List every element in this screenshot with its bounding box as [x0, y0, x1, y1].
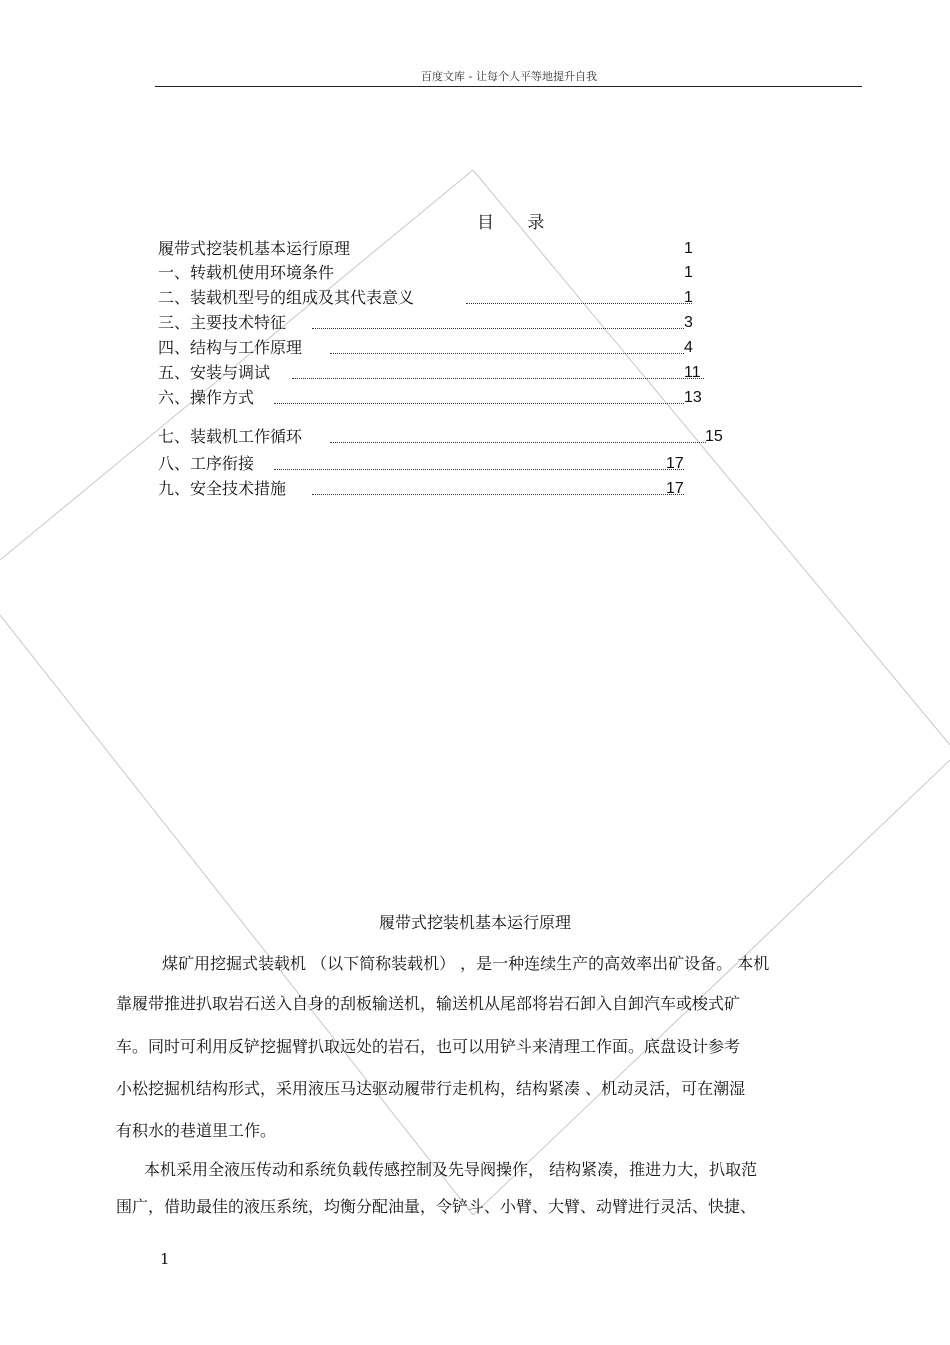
toc-leader-dots	[274, 403, 684, 404]
body-line: 小松挖掘机结构形式，采用液压马达驱动履带行走机构，结构紧凑 、机动灵活，可在潮湿	[116, 1079, 746, 1098]
toc-entry-page: 15	[705, 428, 723, 445]
toc-entry-label: 一、转载机使用环境条件	[158, 263, 335, 282]
toc-leader-dots	[292, 378, 704, 379]
toc-leader-dots	[466, 303, 692, 304]
toc-entry-page: 17	[666, 455, 684, 472]
header-text: 百度文库 - 让每个人平等地提升自我	[421, 70, 597, 83]
toc-entry-label: 三、主要技术特征	[158, 313, 287, 332]
toc-leader-dots	[274, 469, 684, 470]
toc-entry-label: 七、装载机工作循环	[158, 427, 303, 446]
body-line: 本机采用全液压传动和系统负载传感控制及先导阀操作， 结构紧凑，推进力大，扒取范	[144, 1160, 758, 1179]
body-line: 围广，借助最佳的液压系统，均衡分配油量，令铲斗、小臂、大臂、动臂进行灵活、快捷、	[116, 1197, 757, 1216]
toc-leader-dots	[330, 353, 684, 354]
page-number: 1	[160, 1250, 170, 1268]
body-line: 煤矿用挖掘式装载机 （以下简称装载机） ，是一种连续生产的高效率出矿设备。 本机	[162, 954, 770, 973]
header-rule	[155, 86, 862, 87]
toc-entry-label: 六、操作方式	[158, 388, 255, 407]
toc-entry-page: 1	[684, 240, 693, 257]
toc-entry-label: 履带式挖装机基本运行原理	[158, 239, 351, 258]
toc-entry-label: 九、安全技术措施	[158, 479, 287, 498]
toc-entry-page: 11	[684, 364, 701, 381]
toc-entry-page: 17	[666, 480, 684, 497]
toc-entry-page: 3	[684, 314, 693, 331]
body-line: 有积水的巷道里工作。	[116, 1121, 277, 1140]
toc-title: 目 录	[477, 213, 559, 233]
toc-entry-label: 八、工序衔接	[158, 454, 255, 473]
toc-entry-label: 二、装载机型号的组成及其代表意义	[158, 288, 415, 307]
toc-leader-dots	[312, 494, 684, 495]
body-line: 车。同时可利用反铲挖掘臂扒取远处的岩石，也可以用铲斗来清理工作面。底盘设计参考	[116, 1037, 741, 1056]
body-line: 靠履带推进扒取岩石送入自身的刮板输送机，输送机从尾部将岩石卸入自卸汽车或梭式矿	[116, 994, 741, 1013]
toc-entry-label: 五、安装与调试	[158, 363, 271, 382]
toc-leader-dots	[312, 328, 684, 329]
toc-entry-page: 1	[684, 264, 693, 281]
toc-entry-page: 4	[684, 339, 693, 356]
toc-entry-page: 13	[684, 389, 702, 406]
toc-leader-dots	[330, 442, 706, 443]
section-title: 履带式挖装机基本运行原理	[378, 913, 571, 932]
toc-entry-label: 四、结构与工作原理	[158, 338, 303, 357]
toc-entry-page: 1	[684, 289, 693, 306]
